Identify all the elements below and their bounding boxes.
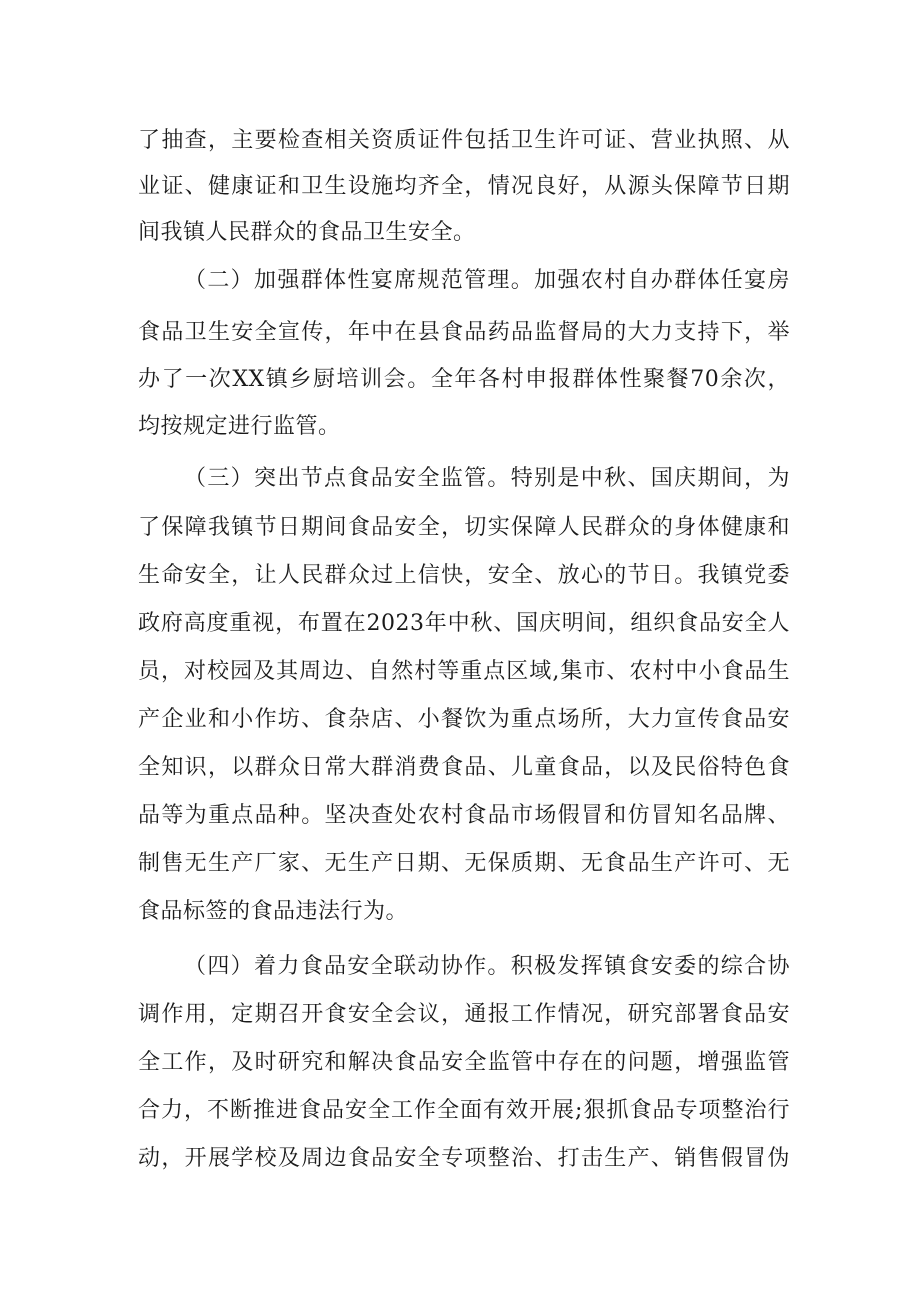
paragraph-3-line-6: 产企业和小作坊、食杂店、小餐饮为重点场所，大力宣传食品安 bbox=[138, 707, 790, 732]
paragraph-1-line-3: 间我镇人民群众的食品卫生安全。 bbox=[138, 220, 476, 245]
paragraph-4-line-4: 合力，不断推进食品安全工作全面有效开展;狠抓食品专项整治行 bbox=[138, 1098, 790, 1123]
paragraph-4-line-5: 动，开展学校及周边食品安全专项整治、打击生产、销售假冒伪 bbox=[138, 1146, 790, 1171]
paragraph-4-line-1: （四）着力食品安全联动协作。积极发挥镇食安委的综合协 bbox=[184, 954, 790, 979]
paragraph-2-line-1: （二）加强群体性宴席规范管理。加强农村自办群体任宴房 bbox=[184, 268, 790, 293]
paragraph-3-line-9: 制售无生产厂家、无生产日期、无保质期、无食品生产许可、无 bbox=[138, 851, 790, 876]
paragraph-4-line-2: 调作用，定期召开食安全会议，通报工作情况，研究部署食品安 bbox=[138, 1002, 790, 1027]
paragraph-3-line-3: 生命安全，让人民群众过上信快，安全、放心的节日。我镇党委 bbox=[138, 563, 790, 588]
paragraph-3-line-5: 员，对校园及其周边、自然村等重点区域,集市、农村中小食品生 bbox=[138, 659, 790, 684]
paragraph-3-line-7: 全知识，以群众日常大群消费食品、儿童食品，以及民俗特色食 bbox=[138, 755, 790, 780]
paragraph-1-line-2: 业证、健康证和卫生设施均齐全，情况良好，从源头保障节日期 bbox=[138, 174, 790, 199]
paragraph-3-line-8: 品等为重点品种。坚决查处农村食品市场假冒和仿冒知名品牌、 bbox=[138, 803, 790, 828]
paragraph-4-line-3: 全工作，及时研究和解决食品安全监管中存在的问题，增强监管 bbox=[138, 1050, 790, 1075]
paragraph-2-line-3: 办了一次XX镇乡厨培训会。全年各村申报群体性聚餐70余次， bbox=[138, 367, 790, 392]
paragraph-2-line-4: 均按规定进行监管。 bbox=[138, 414, 341, 439]
paragraph-3-line-4: 政府高度重视，布置在2023年中秋、国庆明间，组织食品安全人 bbox=[138, 611, 790, 636]
paragraph-3-line-10: 食品标签的食品违法行为。 bbox=[138, 899, 409, 924]
paragraph-2-line-2: 食品卫生安全宣传，年中在县食品药品监督局的大力支持下，举 bbox=[138, 320, 790, 345]
paragraph-3-line-2: 了保障我镇节日期间食品安全，切实保障人民群众的身体健康和 bbox=[138, 515, 790, 540]
paragraph-1-line-1: 了抽查，主要检查相关资质证件包括卫生许可证、营业执照、从 bbox=[138, 128, 790, 153]
paragraph-3-line-1: （三）突出节点食品安全监管。特别是中秋、国庆期间，为 bbox=[184, 466, 790, 491]
